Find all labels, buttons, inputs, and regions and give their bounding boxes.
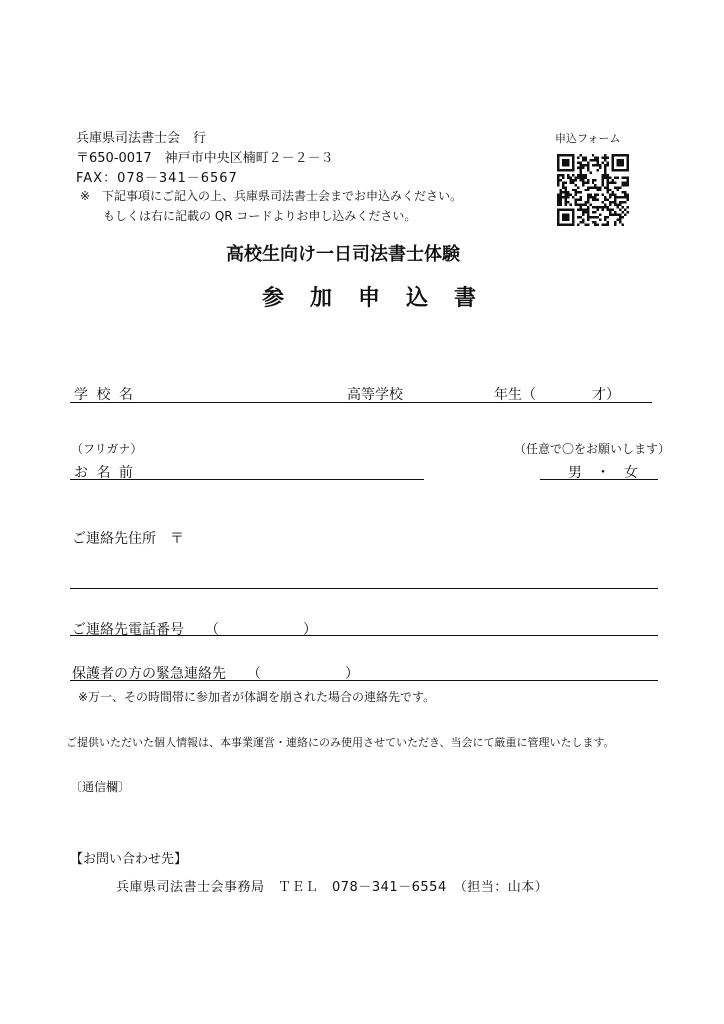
fax-number: FAX：078－341－6567: [76, 171, 238, 186]
privacy-notice: ご提供いただいた個人情報は、本事業運営・連絡にのみ使用させていただき、当会にて厳重に管理いたします。: [66, 736, 615, 749]
contact-heading: 【お問い合わせ先】: [70, 852, 188, 867]
name-field[interactable]: [70, 479, 424, 480]
address-label: ご連絡先住所 〒: [72, 531, 184, 547]
contact-detail: 兵庫県司法書士会事務局 ＴＥＬ 078－341－6554 （担当：山本）: [116, 880, 549, 895]
school-name-label: 学 校 名: [74, 387, 135, 403]
emergency-contact-field[interactable]: [70, 680, 658, 681]
grade-age-label: 年生（ 才）: [494, 387, 620, 403]
postal-address: 〒650-0017 神戸市中央区楠町２－２－３: [76, 151, 334, 166]
high-school-label: 高等学校: [347, 387, 403, 403]
instruction-note-1: ※ 下記事項にご記入の上、兵庫県司法書士会までお申込みください。: [80, 189, 463, 203]
form-label: 申込フォーム: [555, 132, 621, 145]
address-field[interactable]: [70, 588, 658, 589]
communication-label: 〔通信欄〕: [70, 780, 131, 794]
emergency-contact-label: 保護者の方の緊急連絡先 （ ）: [72, 666, 359, 682]
optional-note: （任意で〇をお願いします）: [514, 442, 671, 456]
furigana-label: （フリガナ）: [71, 442, 143, 456]
instruction-note-2: もしくは右に記載の QR コードよりお申し込みください。: [103, 209, 417, 223]
qr-code-icon[interactable]: [553, 154, 633, 226]
phone-field[interactable]: [70, 635, 658, 636]
name-label: お 名 前: [74, 465, 135, 481]
gender-option[interactable]: 男 ・ 女: [568, 465, 638, 481]
event-title: 高校生向け一日司法書士体験: [226, 244, 460, 265]
gender-field-line: [540, 479, 658, 480]
emergency-note: ※万一、その時間帯に参加者が体調を崩された場合の連絡先です。: [78, 690, 436, 704]
recipient-text: 兵庫県司法書士会 行: [76, 131, 207, 146]
phone-label: ご連絡先電話番号 （ ）: [72, 622, 317, 638]
form-title: 参加申込書: [262, 286, 503, 311]
school-name-field[interactable]: [70, 402, 652, 403]
